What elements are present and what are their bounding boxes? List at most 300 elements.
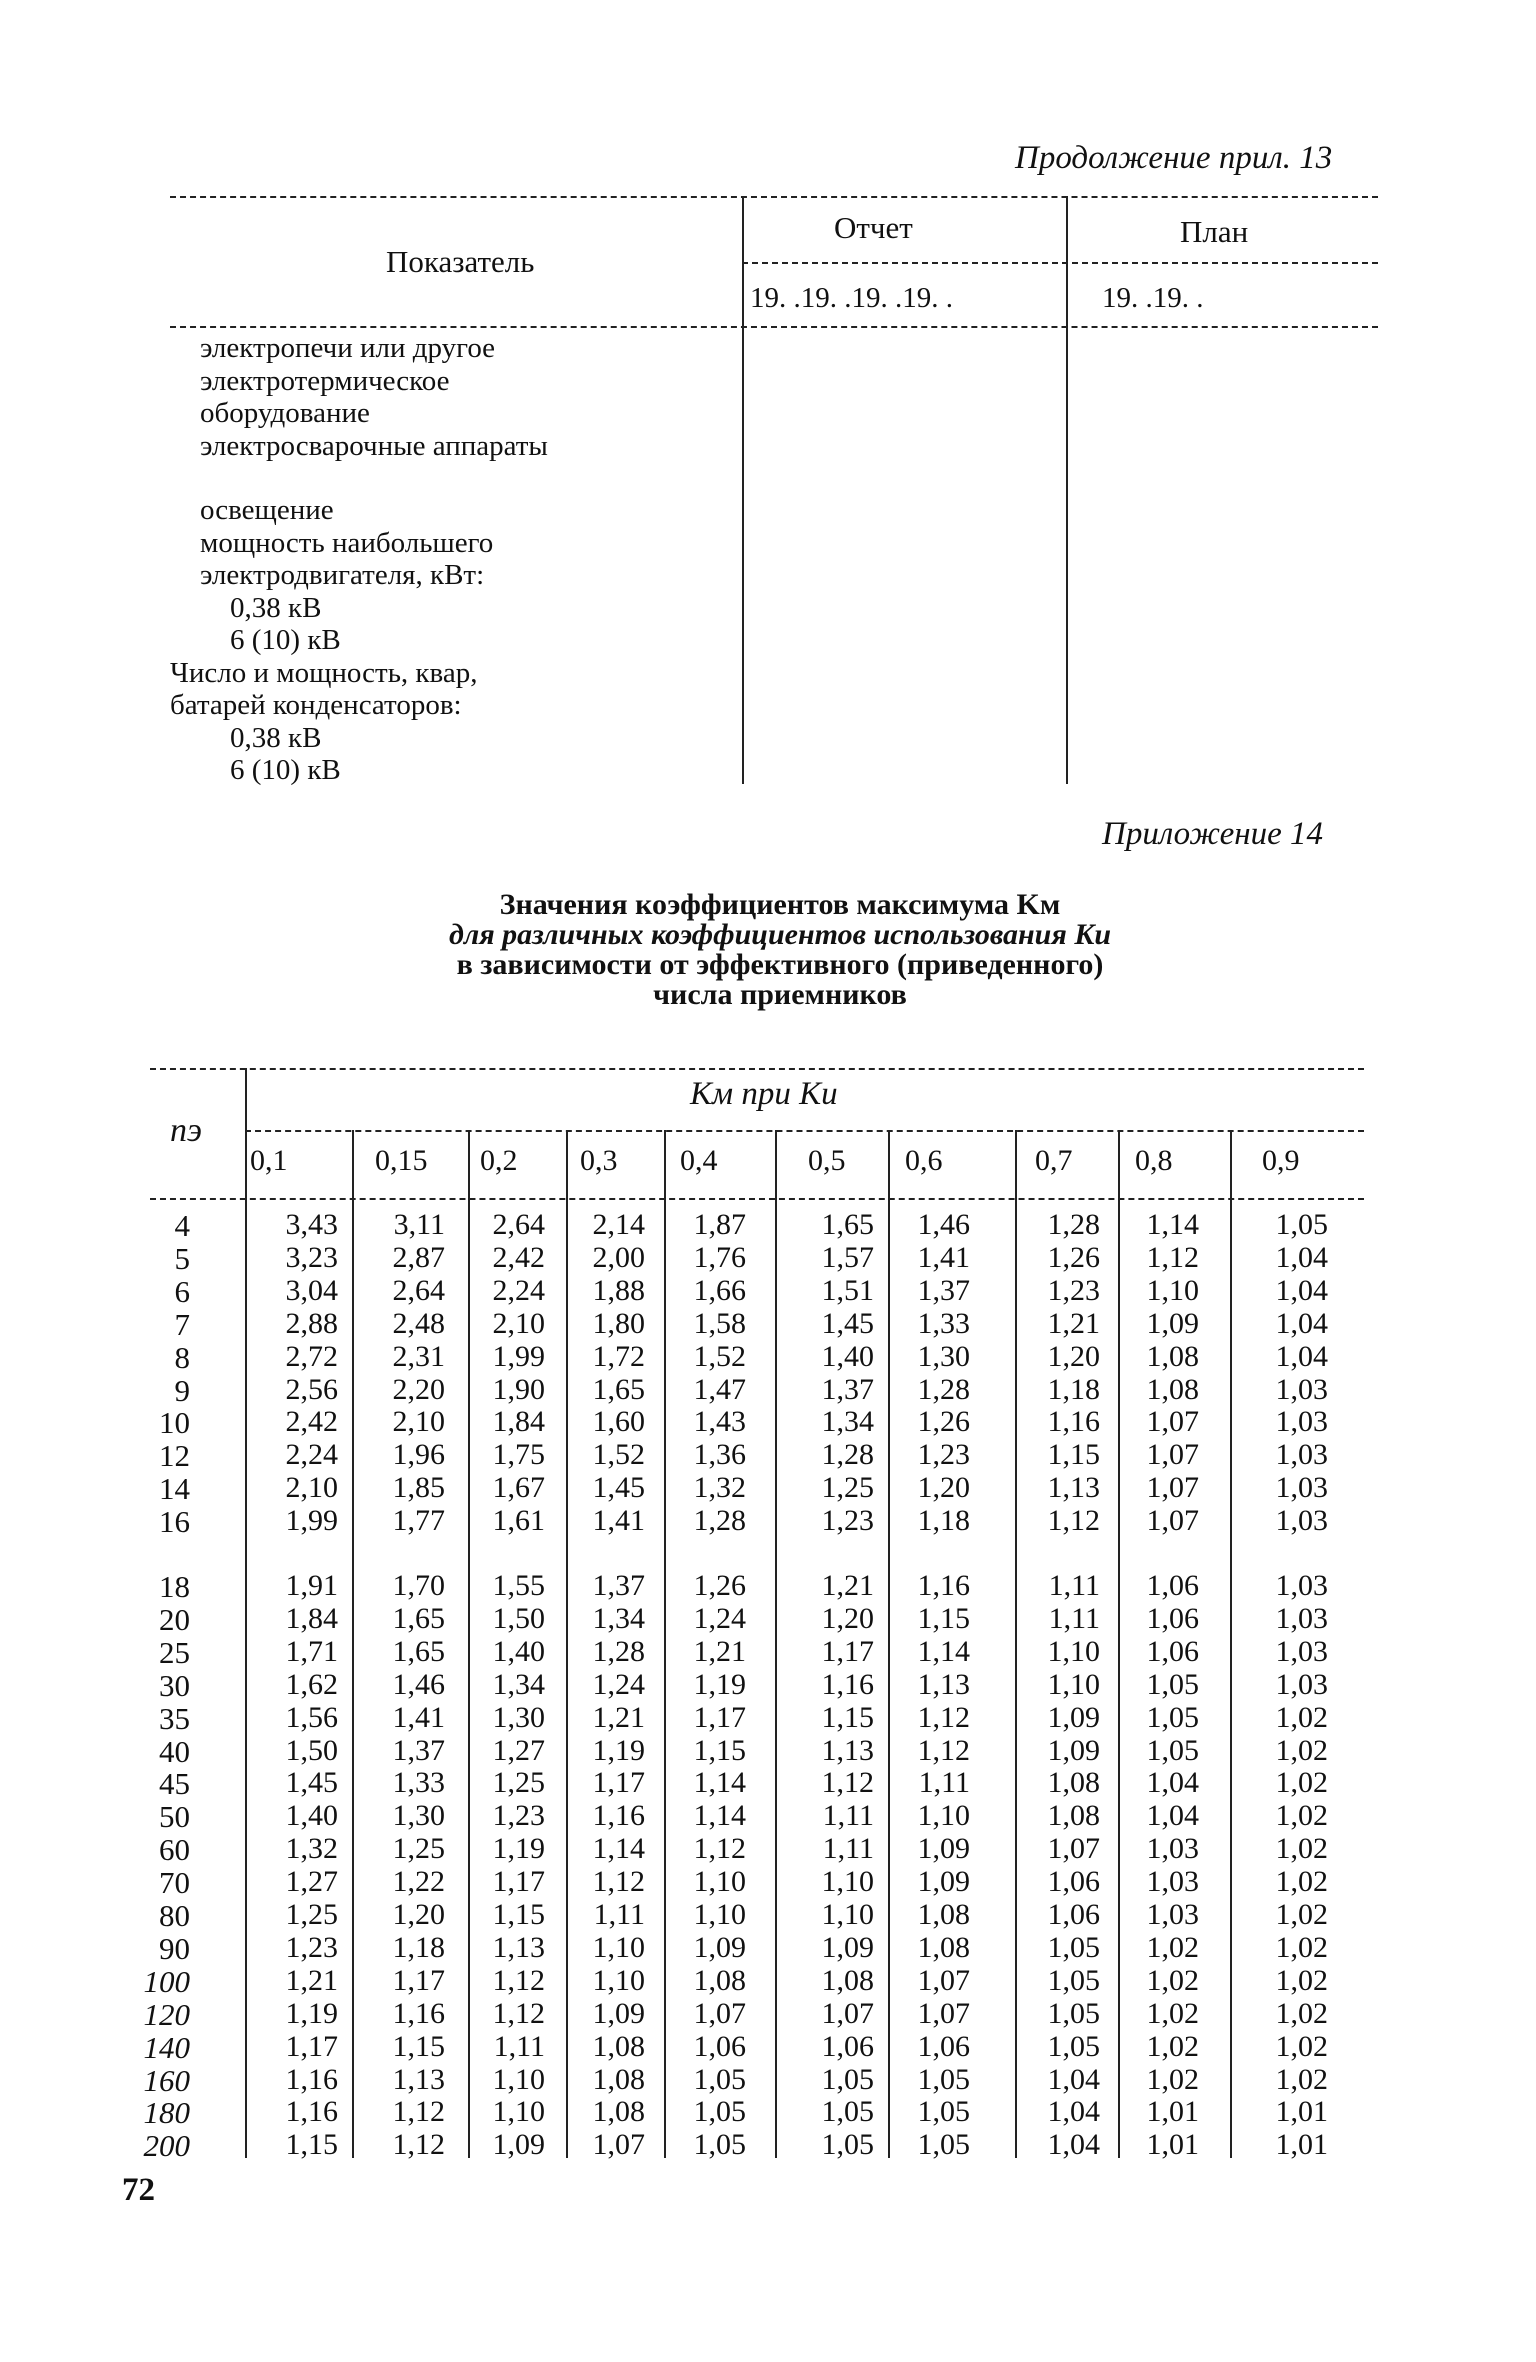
km-value: 1,40 bbox=[821, 1339, 874, 1373]
km-value: 1,88 bbox=[592, 1273, 645, 1307]
n-value: 9 bbox=[174, 1372, 190, 1408]
table2-header-rule bbox=[150, 1198, 1364, 1200]
km-value: 1,19 bbox=[285, 1996, 338, 2030]
km-value: 2,64 bbox=[392, 1273, 445, 1307]
plan-years: 19. .19. . bbox=[1102, 282, 1204, 314]
km-value: 1,02 bbox=[1275, 1766, 1328, 1800]
ki-header: 0,7 bbox=[1035, 1144, 1073, 1177]
n-value: 50 bbox=[159, 1799, 190, 1835]
km-value: 1,37 bbox=[592, 1569, 645, 1602]
km-value: 1,65 bbox=[821, 1208, 874, 1241]
indicator-row: мощность наибольшего bbox=[200, 526, 494, 559]
km-value: 1,19 bbox=[693, 1667, 746, 1701]
km-value: 1,15 bbox=[917, 1601, 970, 1635]
km-value: 1,10 bbox=[821, 1865, 874, 1899]
km-value: 1,17 bbox=[592, 1766, 645, 1800]
km-value: 1,12 bbox=[917, 1733, 970, 1767]
caption-line: Значения коэффициентов максимума Kм bbox=[499, 888, 1061, 921]
km-value: 1,01 bbox=[1146, 2128, 1199, 2162]
km-value: 1,77 bbox=[392, 1504, 445, 1538]
km-value: 2,10 bbox=[492, 1306, 545, 1340]
table1-top-rule bbox=[170, 196, 1378, 198]
km-value: 1,34 bbox=[592, 1601, 645, 1635]
n-value: 40 bbox=[159, 1733, 190, 1769]
km-value: 1,99 bbox=[492, 1339, 545, 1373]
caption-line: в зависимости от эффективного (приведенного) bbox=[456, 948, 1104, 981]
km-value: 1,41 bbox=[392, 1700, 445, 1734]
table2-col-divider bbox=[1118, 1130, 1120, 2158]
ki-header: 0,8 bbox=[1135, 1144, 1173, 1177]
km-value: 1,21 bbox=[1047, 1306, 1100, 1340]
km-value: 1,61 bbox=[492, 1504, 545, 1538]
km-value: 1,16 bbox=[821, 1667, 874, 1701]
km-value: 1,02 bbox=[1275, 1898, 1328, 1931]
km-value: 1,80 bbox=[592, 1306, 645, 1340]
km-value: 1,08 bbox=[917, 1930, 970, 1964]
n-value: 7 bbox=[174, 1306, 190, 1342]
km-value: 1,99 bbox=[285, 1504, 338, 1538]
km-value: 1,24 bbox=[592, 1667, 645, 1701]
km-value: 1,11 bbox=[1048, 1569, 1100, 1602]
n-value: 5 bbox=[174, 1240, 190, 1276]
km-value: 1,12 bbox=[821, 1766, 874, 1800]
indicator-row: 0,38 кВ bbox=[230, 721, 322, 754]
km-value: 1,04 bbox=[1146, 1799, 1199, 1833]
km-value: 1,65 bbox=[592, 1372, 645, 1406]
km-value: 1,21 bbox=[592, 1700, 645, 1734]
km-value: 1,65 bbox=[392, 1601, 445, 1635]
table2-col-divider bbox=[664, 1130, 666, 2158]
n-value: 60 bbox=[159, 1832, 190, 1868]
km-value: 1,13 bbox=[1047, 1471, 1100, 1505]
km-value: 1,26 bbox=[917, 1405, 970, 1439]
km-value: 1,05 bbox=[917, 2095, 970, 2129]
ki-header: 0,6 bbox=[905, 1144, 943, 1177]
km-value: 1,18 bbox=[917, 1504, 970, 1538]
km-value: 1,06 bbox=[1047, 1898, 1100, 1931]
km-value: 2,00 bbox=[592, 1240, 645, 1274]
report-years: 19. .19. .19. .19. . bbox=[750, 282, 953, 314]
km-value: 1,09 bbox=[492, 2128, 545, 2162]
km-value: 1,30 bbox=[392, 1799, 445, 1833]
km-value: 1,24 bbox=[693, 1601, 746, 1635]
n-value: 12 bbox=[159, 1438, 190, 1474]
indicator-row bbox=[200, 462, 548, 494]
km-value: 1,32 bbox=[693, 1471, 746, 1505]
km-value: 1,43 bbox=[693, 1405, 746, 1439]
km-value: 1,05 bbox=[1047, 1930, 1100, 1964]
km-value: 1,02 bbox=[1275, 2062, 1328, 2096]
continuation-title: Продолжение прил. 13 bbox=[1015, 140, 1333, 176]
km-value: 1,72 bbox=[592, 1339, 645, 1373]
km-value: 1,02 bbox=[1146, 1963, 1199, 1997]
page-number: 72 bbox=[122, 2172, 155, 2208]
km-value: 1,04 bbox=[1047, 2095, 1100, 2129]
km-value: 1,14 bbox=[1146, 1208, 1199, 1241]
km-value: 1,26 bbox=[1047, 1240, 1100, 1274]
km-value: 1,57 bbox=[821, 1240, 874, 1274]
n-value: 10 bbox=[159, 1405, 190, 1441]
km-value: 1,09 bbox=[917, 1832, 970, 1866]
km-value: 1,07 bbox=[1146, 1504, 1199, 1538]
n-value: 14 bbox=[159, 1471, 190, 1507]
km-value: 1,58 bbox=[693, 1306, 746, 1340]
n-value: 18 bbox=[159, 1569, 190, 1604]
km-value: 1,14 bbox=[917, 1634, 970, 1668]
km-value: 1,03 bbox=[1275, 1438, 1328, 1472]
n-value: 6 bbox=[174, 1273, 190, 1309]
km-value: 1,62 bbox=[285, 1667, 338, 1701]
ki-header: 0,15 bbox=[375, 1144, 428, 1177]
km-value: 2,42 bbox=[285, 1405, 338, 1439]
km-value: 1,15 bbox=[492, 1898, 545, 1931]
indicator-row: электротермическое bbox=[200, 364, 450, 397]
km-value: 2,24 bbox=[285, 1438, 338, 1472]
km-value: 1,01 bbox=[1275, 2095, 1328, 2129]
km-value: 1,40 bbox=[285, 1799, 338, 1833]
km-value: 1,05 bbox=[1275, 1208, 1328, 1241]
km-value: 1,13 bbox=[492, 1930, 545, 1964]
km-value: 1,30 bbox=[917, 1339, 970, 1373]
km-value: 1,15 bbox=[1047, 1438, 1100, 1472]
km-value: 1,23 bbox=[285, 1930, 338, 1964]
km-value: 1,09 bbox=[917, 1865, 970, 1899]
km-value: 1,17 bbox=[392, 1963, 445, 1997]
km-value: 1,08 bbox=[592, 2095, 645, 2129]
n-value: 20 bbox=[159, 1601, 190, 1637]
km-value: 1,25 bbox=[492, 1766, 545, 1800]
indicator-list bbox=[170, 332, 548, 787]
table1-mid-rule bbox=[742, 262, 1378, 264]
km-value: 1,04 bbox=[1047, 2128, 1100, 2162]
km-value: 1,41 bbox=[592, 1504, 645, 1538]
km-value: 1,12 bbox=[492, 1963, 545, 1997]
indicator-row: электросварочные аппараты bbox=[200, 429, 548, 462]
km-value: 1,26 bbox=[693, 1569, 746, 1602]
km-value: 1,11 bbox=[1048, 1601, 1100, 1635]
km-value: 1,37 bbox=[917, 1273, 970, 1307]
table1-col-divider bbox=[1066, 196, 1068, 784]
km-value: 1,04 bbox=[1275, 1339, 1328, 1373]
ki-header: 0,4 bbox=[680, 1144, 718, 1177]
km-value: 1,04 bbox=[1047, 2062, 1100, 2096]
km-value: 1,16 bbox=[917, 1569, 970, 1602]
km-value: 1,11 bbox=[593, 1898, 645, 1931]
km-value: 1,08 bbox=[693, 1963, 746, 1997]
n-value: 25 bbox=[159, 1634, 190, 1670]
indicator-row: 6 (10) кВ bbox=[230, 624, 341, 656]
km-value: 1,22 bbox=[392, 1865, 445, 1899]
indicator-row: электропечи или другое bbox=[200, 332, 496, 364]
km-value: 1,07 bbox=[1047, 1832, 1100, 1866]
km-value: 1,11 bbox=[493, 2029, 545, 2063]
n-value: 16 bbox=[159, 1504, 190, 1540]
km-value: 1,14 bbox=[592, 1832, 645, 1866]
table2-col-divider bbox=[566, 1130, 568, 2158]
n-value: 90 bbox=[159, 1930, 190, 1966]
table2-col-divider bbox=[775, 1130, 777, 2158]
km-value: 1,08 bbox=[1047, 1799, 1100, 1833]
n-value: 35 bbox=[159, 1700, 190, 1736]
km-value: 1,28 bbox=[821, 1438, 874, 1472]
caption-line: для различных коэффициентов использования Kи bbox=[448, 918, 1112, 951]
km-value: 1,16 bbox=[285, 2062, 338, 2096]
km-value: 1,02 bbox=[1275, 2029, 1328, 2063]
row-header-n: nэ bbox=[170, 1112, 202, 1149]
n-value: 200 bbox=[143, 2128, 190, 2164]
km-value: 1,02 bbox=[1275, 1799, 1328, 1833]
indicator-row: оборудование bbox=[200, 397, 370, 429]
km-value: 1,28 bbox=[917, 1372, 970, 1406]
km-value: 1,02 bbox=[1275, 1733, 1328, 1767]
km-value: 1,07 bbox=[693, 1996, 746, 2030]
km-value: 1,33 bbox=[917, 1306, 970, 1340]
km-value: 1,12 bbox=[392, 2095, 445, 2129]
km-value: 1,10 bbox=[1047, 1667, 1100, 1701]
km-value: 1,10 bbox=[592, 1930, 645, 1964]
appendix-title: Приложение 14 bbox=[1102, 816, 1323, 852]
km-value: 1,15 bbox=[693, 1733, 746, 1767]
km-value: 3,23 bbox=[285, 1240, 338, 1274]
km-value: 1,16 bbox=[392, 1996, 445, 2030]
km-value: 1,12 bbox=[693, 1832, 746, 1866]
km-value: 1,12 bbox=[592, 1865, 645, 1899]
km-value: 1,05 bbox=[693, 2095, 746, 2129]
km-value: 1,10 bbox=[492, 2062, 545, 2096]
km-value: 1,85 bbox=[392, 1471, 445, 1505]
km-value: 1,05 bbox=[1047, 1996, 1100, 2030]
km-value: 1,01 bbox=[1146, 2095, 1199, 2129]
km-value: 1,16 bbox=[1047, 1405, 1100, 1439]
km-value: 1,02 bbox=[1275, 1832, 1328, 1866]
km-value: 1,06 bbox=[1047, 1865, 1100, 1899]
km-value: 1,04 bbox=[1275, 1273, 1328, 1307]
km-value: 2,64 bbox=[492, 1208, 545, 1241]
km-value: 1,03 bbox=[1275, 1471, 1328, 1505]
km-value: 1,07 bbox=[1146, 1438, 1199, 1472]
n-value: 30 bbox=[159, 1667, 190, 1703]
km-value: 1,12 bbox=[1047, 1504, 1100, 1538]
km-value: 1,10 bbox=[917, 1799, 970, 1833]
km-value: 2,20 bbox=[392, 1372, 445, 1406]
km-value: 1,10 bbox=[693, 1898, 746, 1931]
group-header: Kм при Kи bbox=[690, 1076, 838, 1112]
km-value: 1,02 bbox=[1275, 1930, 1328, 1964]
km-value: 3,11 bbox=[393, 1208, 445, 1241]
km-value: 1,05 bbox=[1146, 1667, 1199, 1701]
km-value: 1,07 bbox=[917, 1963, 970, 1997]
km-value: 1,15 bbox=[285, 2128, 338, 2162]
km-value: 1,07 bbox=[592, 2128, 645, 2162]
n-value: 45 bbox=[159, 1766, 190, 1802]
km-value: 1,17 bbox=[492, 1865, 545, 1899]
km-value: 1,20 bbox=[1047, 1339, 1100, 1373]
km-value: 1,09 bbox=[821, 1930, 874, 1964]
km-value: 1,14 bbox=[693, 1799, 746, 1833]
km-value: 1,60 bbox=[592, 1405, 645, 1439]
km-value: 1,56 bbox=[285, 1700, 338, 1734]
km-value: 1,10 bbox=[821, 1898, 874, 1931]
km-value: 1,20 bbox=[392, 1898, 445, 1931]
km-value: 1,91 bbox=[285, 1569, 338, 1602]
km-value: 1,90 bbox=[492, 1372, 545, 1406]
km-value: 1,02 bbox=[1146, 1996, 1199, 2030]
km-value: 1,34 bbox=[492, 1667, 545, 1701]
km-value: 1,05 bbox=[821, 2128, 874, 2162]
km-value: 2,10 bbox=[392, 1405, 445, 1439]
km-value: 1,37 bbox=[392, 1733, 445, 1767]
km-value: 1,03 bbox=[1275, 1504, 1328, 1538]
table2-top-rule bbox=[150, 1068, 1364, 1070]
km-value: 1,08 bbox=[592, 2029, 645, 2063]
n-value: 120 bbox=[143, 1996, 190, 2032]
n-value: 100 bbox=[143, 1963, 190, 1999]
km-value: 1,10 bbox=[1047, 1634, 1100, 1668]
km-value: 1,45 bbox=[285, 1766, 338, 1800]
km-value: 1,09 bbox=[592, 1996, 645, 2030]
km-value: 1,06 bbox=[1146, 1601, 1199, 1635]
km-value: 1,05 bbox=[1146, 1733, 1199, 1767]
km-value: 1,11 bbox=[822, 1832, 874, 1866]
km-value: 2,42 bbox=[492, 1240, 545, 1274]
km-value: 1,06 bbox=[1146, 1634, 1199, 1668]
km-value: 1,17 bbox=[693, 1700, 746, 1734]
ki-header: 0,2 bbox=[480, 1144, 518, 1177]
km-value: 2,24 bbox=[492, 1273, 545, 1307]
km-value: 2,31 bbox=[392, 1339, 445, 1373]
km-value: 1,21 bbox=[285, 1963, 338, 1997]
km-value: 1,05 bbox=[1047, 2029, 1100, 2063]
n-value: 4 bbox=[174, 1208, 190, 1243]
km-value: 1,12 bbox=[392, 2128, 445, 2162]
km-value: 1,13 bbox=[392, 2062, 445, 2096]
km-value: 1,11 bbox=[918, 1766, 970, 1800]
km-value: 1,05 bbox=[1047, 1963, 1100, 1997]
table2-col-divider bbox=[468, 1130, 470, 2158]
km-value: 1,23 bbox=[492, 1799, 545, 1833]
km-value: 1,20 bbox=[917, 1471, 970, 1505]
km-value: 1,02 bbox=[1275, 1996, 1328, 2030]
n-value: 160 bbox=[143, 2062, 190, 2098]
km-value: 1,84 bbox=[285, 1601, 338, 1635]
km-value: 1,50 bbox=[492, 1601, 545, 1635]
km-value: 1,18 bbox=[392, 1930, 445, 1964]
km-value: 1,46 bbox=[392, 1667, 445, 1701]
table1-header-rule bbox=[170, 326, 1378, 328]
km-value: 1,14 bbox=[693, 1766, 746, 1800]
n-value: 70 bbox=[159, 1865, 190, 1901]
km-value: 1,25 bbox=[821, 1471, 874, 1505]
caption-line: числа приемников bbox=[653, 978, 907, 1011]
km-value: 1,16 bbox=[285, 2095, 338, 2129]
km-value: 1,05 bbox=[917, 2062, 970, 2096]
table2-col-divider bbox=[245, 1068, 247, 2158]
km-value: 1,28 bbox=[1047, 1208, 1100, 1241]
km-value: 1,27 bbox=[285, 1865, 338, 1899]
table2-col-divider bbox=[352, 1130, 354, 2158]
km-value: 1,04 bbox=[1146, 1766, 1199, 1800]
km-value: 1,13 bbox=[821, 1733, 874, 1767]
km-value: 1,51 bbox=[821, 1273, 874, 1307]
km-value: 1,25 bbox=[285, 1898, 338, 1931]
km-value: 1,13 bbox=[917, 1667, 970, 1701]
km-value: 1,02 bbox=[1146, 2062, 1199, 2096]
km-value: 1,19 bbox=[592, 1733, 645, 1767]
ki-header: 0,3 bbox=[580, 1144, 618, 1177]
km-value: 1,05 bbox=[821, 2095, 874, 2129]
km-value: 1,06 bbox=[821, 2029, 874, 2063]
table2-col-divider bbox=[1230, 1130, 1232, 2158]
km-value: 1,25 bbox=[392, 1832, 445, 1866]
km-value: 1,71 bbox=[285, 1634, 338, 1668]
indicator-row: освещение bbox=[200, 494, 334, 526]
km-value: 1,27 bbox=[492, 1733, 545, 1767]
km-value: 1,30 bbox=[492, 1700, 545, 1734]
km-value: 1,23 bbox=[917, 1438, 970, 1472]
km-value: 1,03 bbox=[1146, 1865, 1199, 1899]
km-value: 1,21 bbox=[693, 1634, 746, 1668]
km-value: 1,15 bbox=[821, 1700, 874, 1734]
km-value: 1,11 bbox=[822, 1799, 874, 1833]
table1-col-divider bbox=[742, 196, 744, 784]
km-value: 1,08 bbox=[821, 1963, 874, 1997]
km-value: 1,08 bbox=[917, 1898, 970, 1931]
indicator-row: 0,38 кВ bbox=[230, 591, 322, 624]
km-value: 1,47 bbox=[693, 1372, 746, 1406]
ki-header: 0,1 bbox=[250, 1144, 288, 1177]
header-report: Отчет bbox=[834, 210, 913, 245]
km-value: 1,06 bbox=[917, 2029, 970, 2063]
km-value: 1,04 bbox=[1275, 1240, 1328, 1274]
km-value: 1,33 bbox=[392, 1766, 445, 1800]
km-value: 1,08 bbox=[1047, 1766, 1100, 1800]
n-value: 80 bbox=[159, 1898, 190, 1933]
km-value: 1,02 bbox=[1146, 1930, 1199, 1964]
km-value: 1,03 bbox=[1275, 1569, 1328, 1602]
km-value: 1,09 bbox=[1047, 1733, 1100, 1767]
km-value: 1,05 bbox=[821, 2062, 874, 2096]
km-value: 1,28 bbox=[592, 1634, 645, 1668]
km-value: 2,72 bbox=[285, 1339, 338, 1373]
km-value: 1,06 bbox=[1146, 1569, 1199, 1602]
km-value: 1,28 bbox=[693, 1504, 746, 1538]
km-value: 1,02 bbox=[1275, 1700, 1328, 1734]
table2-col-divider bbox=[1015, 1130, 1017, 2158]
km-value: 1,09 bbox=[1146, 1306, 1199, 1340]
table2-col-divider bbox=[888, 1130, 890, 2158]
km-value: 1,23 bbox=[1047, 1273, 1100, 1307]
km-value: 1,06 bbox=[693, 2029, 746, 2063]
km-value: 1,19 bbox=[492, 1832, 545, 1866]
km-value: 1,66 bbox=[693, 1273, 746, 1307]
km-value: 2,10 bbox=[285, 1471, 338, 1505]
km-value: 1,18 bbox=[1047, 1372, 1100, 1406]
km-value: 1,05 bbox=[693, 2128, 746, 2162]
km-value: 1,12 bbox=[917, 1700, 970, 1734]
km-value: 2,56 bbox=[285, 1372, 338, 1406]
km-value: 1,55 bbox=[492, 1569, 545, 1602]
km-value: 1,45 bbox=[592, 1471, 645, 1505]
km-value: 1,03 bbox=[1146, 1898, 1199, 1931]
km-value: 1,10 bbox=[492, 2095, 545, 2129]
km-value: 1,16 bbox=[592, 1799, 645, 1833]
km-value: 1,03 bbox=[1275, 1601, 1328, 1635]
table2-group-rule bbox=[245, 1130, 1364, 1132]
km-value: 1,15 bbox=[392, 2029, 445, 2063]
km-value: 2,88 bbox=[285, 1306, 338, 1340]
km-value: 2,14 bbox=[592, 1208, 645, 1241]
header-indicator: Показатель bbox=[386, 244, 535, 279]
